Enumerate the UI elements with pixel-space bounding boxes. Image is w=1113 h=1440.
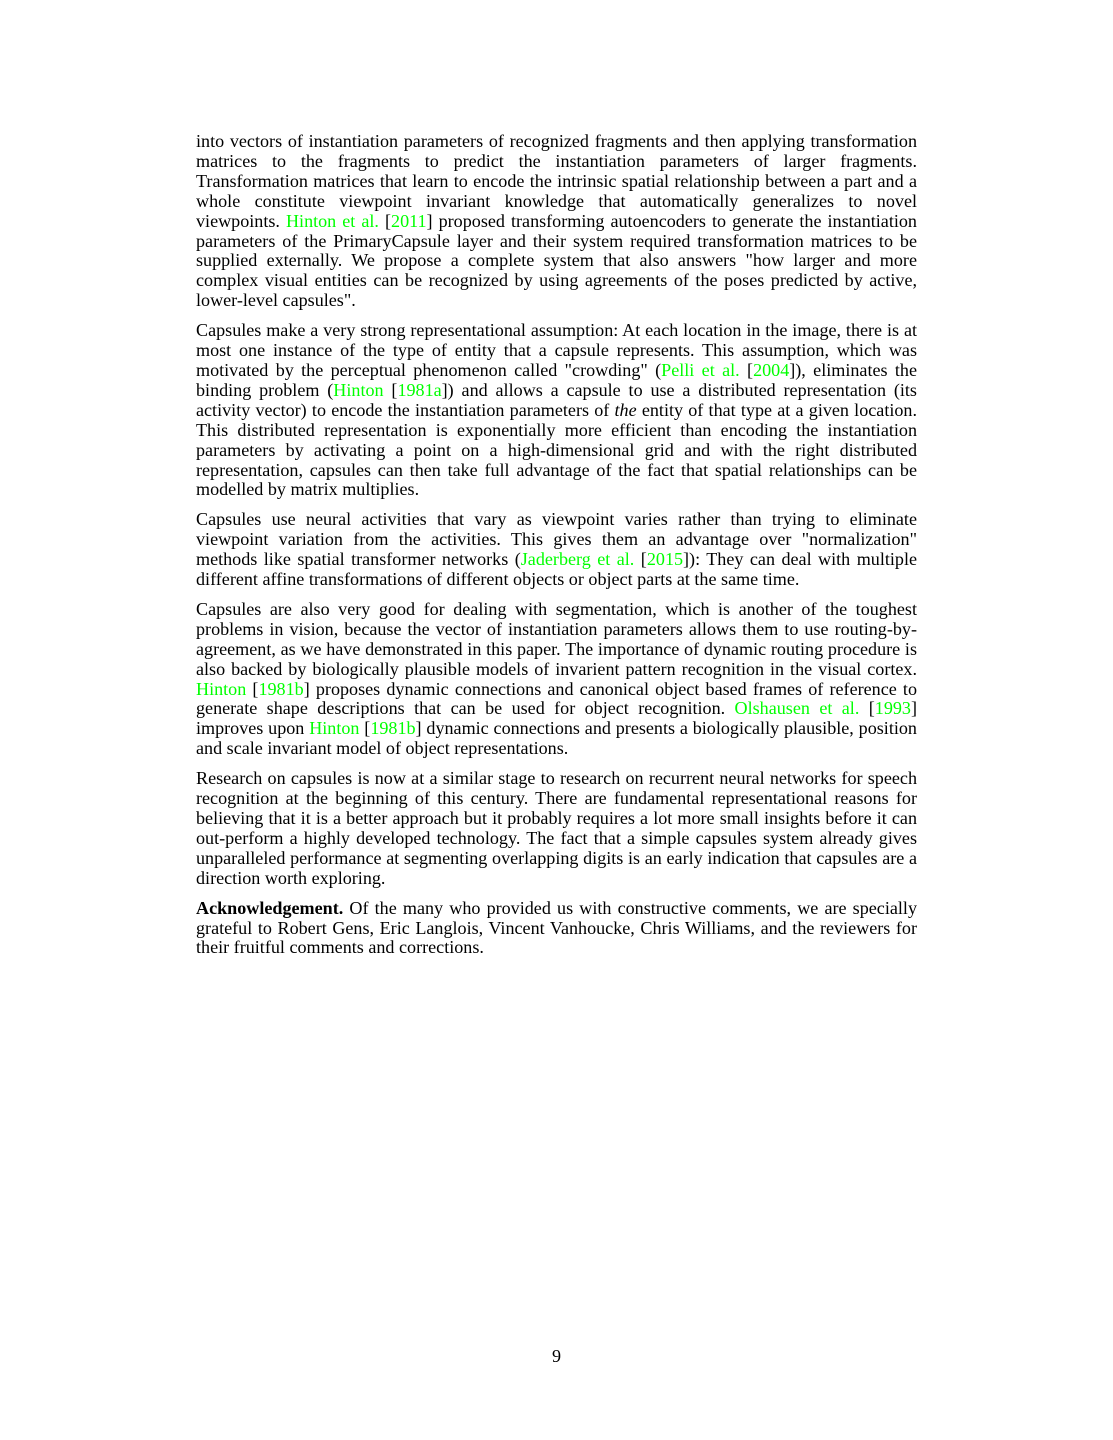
body-text: ] improves upon: [196, 698, 917, 739]
citation-link[interactable]: 2004: [753, 359, 790, 380]
citation-link[interactable]: Hinton: [333, 379, 384, 400]
body-text: ]: [303, 678, 310, 699]
body-text: Research on capsules is now at a similar stage to research on recurrent neural networks for speech recognition at the beginning of this century. There are fundamental representational reasons for believing that it is a better approach but it probably requires a lot more small insights before it can out-perform a highly developed technology. The fact that a simple capsules system already gives unparalleled performance at segmenting overlapping digits is an early indication that capsules are a direction worth exploring.: [196, 768, 917, 888]
paragraph: [196, 510, 917, 590]
paragraph: [196, 600, 917, 759]
body-text: [: [359, 718, 371, 739]
body-text: [: [859, 698, 875, 719]
emphasis-text: the: [614, 399, 637, 420]
body-text: [: [634, 549, 647, 570]
body-text: entity of that type at a given location. This distributed representation is exponentially more efficient than encoding the instantiation parameters by activating a point on a high-dimensional grid and with the right distributed representation, capsules can then take full advantage of the fact that spatial relationships can be modelled by matrix multiplies.: [196, 399, 917, 500]
paragraph: [196, 321, 917, 500]
citation-link[interactable]: 2015: [646, 549, 684, 570]
body-text: ]: [426, 210, 433, 231]
body-text: [: [739, 359, 754, 380]
body-text: ] dynamic connections and presents a biologically plausible, position and scale invariant model of object representations.: [196, 718, 917, 759]
page-number: 9: [551, 1346, 562, 1366]
body-text: Capsules make a very strong representational assumption: At each location in the image, there is at most one instance of the type of entity that a capsule represents. This assumption, which was motivated by the perceptual phenomenon called "crowding" (: [196, 320, 917, 380]
citation-link[interactable]: 1981a: [397, 379, 442, 400]
citation-link[interactable]: Jaderberg et al.: [520, 549, 635, 570]
paragraph: [196, 132, 917, 311]
citation-link[interactable]: Hinton: [196, 678, 247, 699]
body-text: [: [383, 379, 398, 400]
acknowledgement-heading: Acknowledgement.: [196, 897, 344, 918]
citation-link[interactable]: Hinton: [309, 718, 360, 739]
body-text: [: [378, 210, 392, 231]
citation-link[interactable]: 1993: [874, 698, 911, 719]
body-text: Of the many who provided us with constructive comments, we are specially grateful to Robert Gens, Eric Langlois, Vincent Vanhoucke, Chris Williams, and the reviewers for their fruitful comments and corrections.: [196, 897, 917, 958]
citation-link[interactable]: 2011: [391, 210, 427, 231]
body-text: proposes dynamic connections and canonical object based frames of reference to generate shape descriptions that can be used for object recognition.: [196, 678, 917, 719]
paragraph: [196, 899, 917, 959]
body-text: into vectors of instantiation parameters of recognized fragments and then applying transformation matrices to the fragments to predict the instantiation parameters of larger fragments. Transformation matrices that learn to encode the intrinsic spatial relationship between a part and a whole constitute viewpoint invariant knowledge that automatically generalizes to novel viewpoints.: [196, 131, 917, 231]
body-text: proposed transforming autoencoders to generate the instantiation parameters of the PrimaryCapsule layer and their system required transformation matrices to be supplied externally. We propose a complete system that also answers "how larger and more complex visual entities can be recognized by using agreements of the poses predicted by active, lower-level capsules".: [196, 210, 917, 311]
body-text: ]), eliminates the binding problem (: [196, 359, 917, 400]
citation-link[interactable]: Pelli et al.: [661, 359, 740, 380]
citation-link[interactable]: 1981b: [258, 678, 304, 699]
citation-link[interactable]: Olshausen et al.: [734, 698, 860, 719]
paragraph: [196, 769, 917, 888]
citation-link[interactable]: Hinton et al.: [285, 210, 379, 231]
body-text: ]): They can deal with multiple different affine transformations of different objects or object parts at the same time.: [196, 549, 918, 590]
body-text: [: [246, 678, 259, 699]
citation-link[interactable]: 1981b: [370, 718, 416, 739]
body-text: Capsules use neural activities that vary as viewpoint varies rather than trying to eliminate viewpoint variation from the activities. This gives them an advantage over "normalization" methods like spatial transformer networks (: [196, 509, 917, 570]
body-text: Capsules are also very good for dealing with segmentation, which is another of the toughest problems in vision, because the vector of instantiation parameters allows them to use routing-by-agreement, as we have demonstrated in this paper. The importance of dynamic routing procedure is also backed by biologically plausible models of invarient pattern recognition in the visual cortex.: [196, 598, 917, 679]
page-body: [196, 132, 917, 968]
body-text: ]) and allows a capsule to use a distributed representation (its activity vector) to encode the instantiation parameters of: [196, 379, 917, 420]
